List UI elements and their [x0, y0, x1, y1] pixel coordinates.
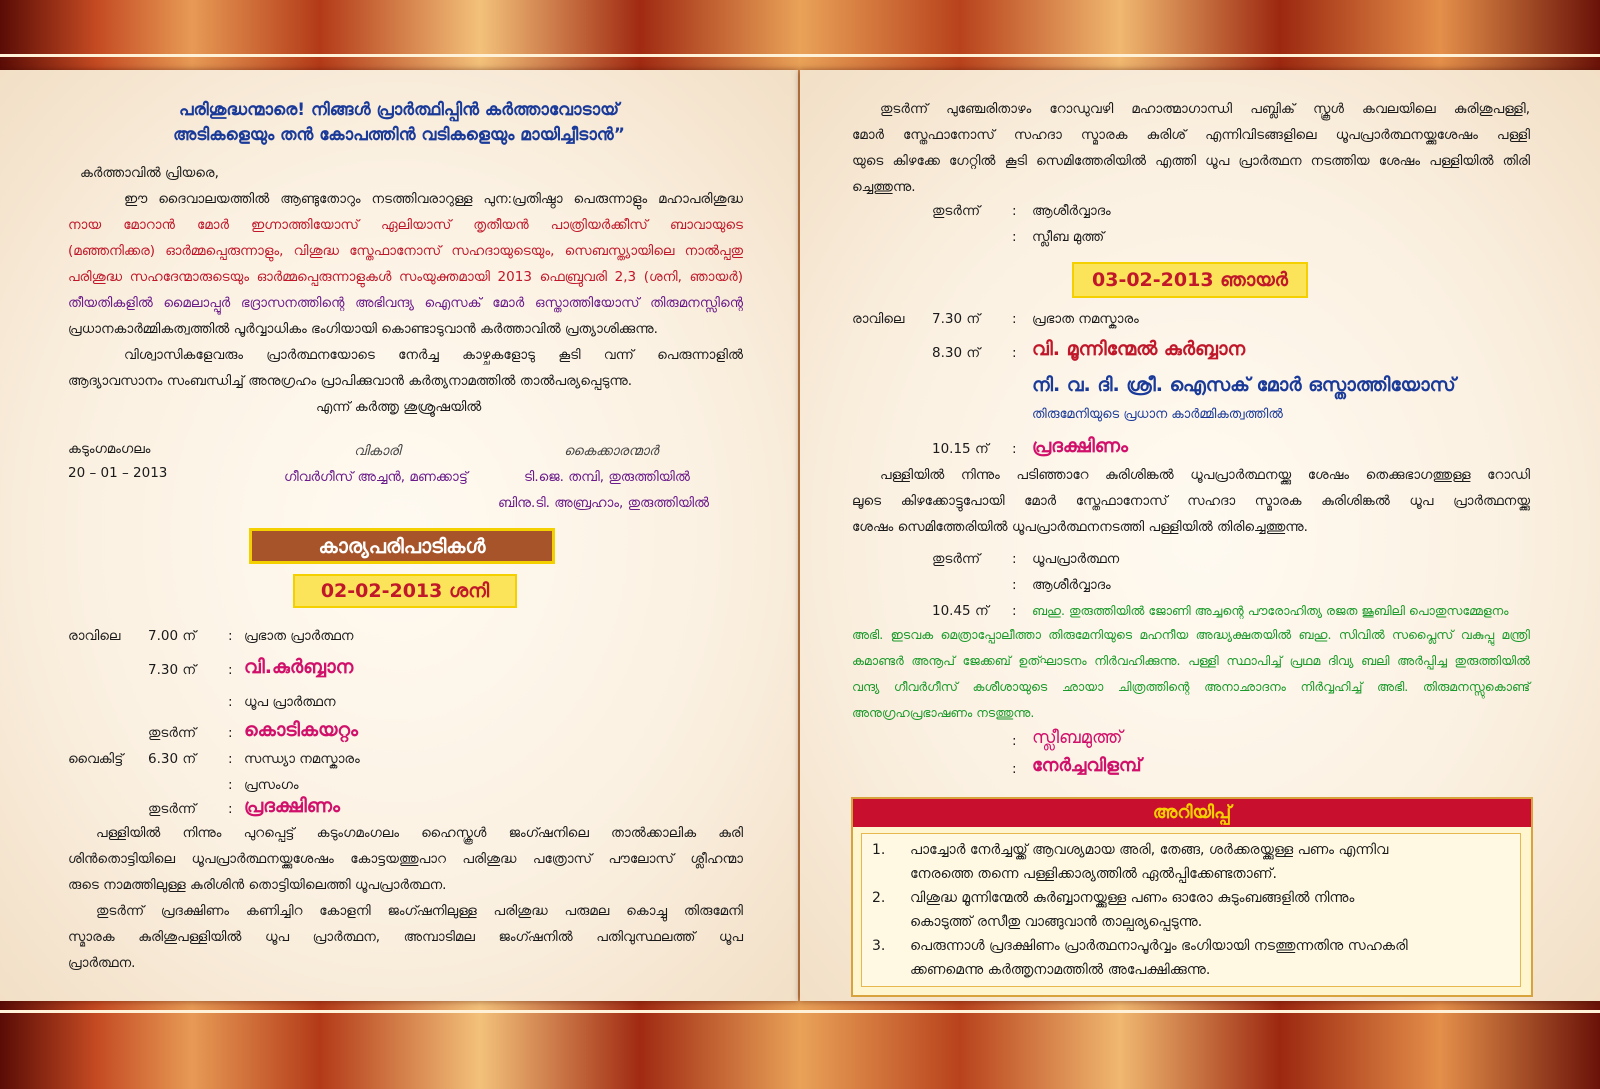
incense-prayer: ധൂപ പ്രാർത്ഥന: [244, 694, 336, 710]
time-630: 6.30 ന്: [148, 751, 197, 767]
colon: :: [1012, 733, 1017, 749]
trustee-1: ടി.ജെ. തമ്പി, തുരുത്തിയിൽ: [524, 469, 690, 485]
morning-label: രാവിലെ: [68, 628, 121, 644]
vicar-label: വികാരി: [354, 443, 401, 459]
colon: :: [228, 725, 233, 741]
r-para2-line-2: ലൂടെ കിഴക്കോട്ടുപോയി മോർ സ്തേഫാനോസ് സഹദാ സ്മാരക കുരിശിങ്കൽ ധൂപ പ്രാർത്ഥനയ്ക്കു: [852, 493, 1530, 509]
blessing: ആശീർവ്വാദം: [1032, 203, 1111, 219]
para2-line-2: ആദ്യാവസാനം സംബന്ധിച്ച് അനുഗ്രഹം പ്രാപിക്കുവാൻ കർത്യനാമത്തിൽ താൽപര്യപ്പെടുന്നു.: [68, 373, 633, 389]
colon: :: [1012, 577, 1017, 593]
letter-date: 20 – 01 – 2013: [68, 465, 168, 481]
quote: [0, 98, 798, 148]
notice-title: അറിയിപ്പ്: [853, 799, 1531, 827]
programme-title: കാര്യപരിപാടികൾ: [249, 528, 555, 564]
top-decorative-band: [0, 0, 1600, 68]
day2-date-box: [1072, 262, 1308, 298]
qurbana-on-three: വി. മൂന്നിന്മേൽ കുർബ്ബാന: [1032, 338, 1246, 360]
bottom-stripe: [0, 1010, 1600, 1013]
notice-number: 1.: [872, 842, 886, 858]
time-730: 7.30 ന്: [148, 662, 197, 678]
r-para1-line-2: മോർ സ്തേഫാനോസ് സഹദാ സ്മാരക കുരിശ് എന്നിവിടങ്ങളിലെ ധൂപപ്രാർത്ഥനയ്ക്കുശേഷം പള്ളി: [852, 127, 1530, 143]
morning-prayer: പ്രഭാത നമസ്കാരം: [1032, 311, 1139, 327]
jubilee-paragraph: [852, 622, 1530, 726]
day2-date: 03-02-2013 ഞായർ: [1074, 264, 1306, 296]
notice-list: [861, 833, 1521, 987]
bishop-name: നി. വ. ദി. ശ്രീ. ഐസക് മോർ ഒസ്താത്തിയോസ്: [1032, 374, 1456, 396]
para3-line-2: ശിൻതൊട്ടിയിലെ ധൂപപ്രാർത്ഥനയ്ക്കുശേഷം കോട്ടയത്തുപാറ പരിശുദ്ധ പത്രോസ് പൗലോസ് ശ്ലീഹന്മാ: [68, 851, 743, 867]
cross-kissing: സ്ലീബ മുത്ത്: [1032, 229, 1105, 245]
para4-line-1: തുടർന്ന് പ്രദക്ഷിണം കണിച്ചിറ കോളനി ജംഗ്ഷനിലുള്ള പരിശുദ്ധ പരുമല കൊച്ചു തിരുമേനി: [96, 903, 743, 919]
colon: :: [1012, 345, 1017, 361]
jubilee-line-4: വന്ദ്യ ഗീവർഗീസ് കശീശായുടെ ഛായാ ചിത്രത്തിന്റെ അനാഛാദനം നിർവ്വഹിച്ച് അഭി. തിരുമനസ്സുകൊണ്ട്: [852, 679, 1530, 694]
evening-prayer: സന്ധ്യാ നമസ്കാരം: [244, 751, 360, 767]
notice-text: പെരുന്നാൾ പ്രദക്ഷിണം പ്രാർത്ഥനാപൂർവ്വം ഭംഗിയായി നടത്തുന്നതിനു സഹകരി: [910, 938, 1408, 954]
blessing: ആശീർവ്വാദം: [1032, 577, 1111, 593]
offering-serving: നേർച്ചവിളമ്പ്: [1032, 755, 1142, 776]
colon: :: [228, 662, 233, 678]
quote-line-2: അടികളെയും തൻ കോപത്തിൻ വടികളെയും മായിച്ചീടാൻ”: [173, 125, 625, 145]
then-label: തുടർന്ന്: [932, 203, 981, 219]
colon: :: [1012, 441, 1017, 457]
then-label: തുടർന്ന്: [148, 725, 197, 741]
procession: പ്രദക്ഷിണം: [244, 795, 340, 817]
para3-line-3: രുടെ നാമത്തിലുള്ള കുരിശിൻ തൊട്ടിയിലെത്തി ധൂപപ്രാർത്ഥന.: [68, 877, 447, 893]
cross-kissing: സ്ലീബമുത്ത്: [1032, 727, 1123, 748]
colon: :: [1012, 229, 1017, 245]
notice-text: വിശുദ്ധ മൂന്നിന്മേൽ കുർബ്ബാനയ്ക്കുള്ള പണം ഓരോ കുടുംബങ്ങളിൽ നിന്നും: [910, 890, 1355, 906]
evening-label: വൈകിട്ട്: [68, 751, 124, 767]
jubilee-line-2: അഭി. ഇടവക മെത്രാപ്പോലീത്താ തിരുമേനിയുടെ മഹനീയ അദ്ധ്യക്ഷതയിൽ ബഹു. സിവിൽ സപ്ലൈസ് വകുപ്പു മന്ത്രി: [852, 627, 1530, 642]
morning-label: രാവിലെ: [852, 311, 905, 327]
closing: എന്ന് കർത്തൃ ശുശ്രൂഷയിൽ: [316, 399, 482, 415]
trustees-label: കൈക്കാരന്മാർ: [564, 443, 659, 459]
notice-text: കൊടുത്ത് രസീതു വാങ്ങുവാൻ താല്പര്യപ്പെടുന്നു.: [910, 914, 1203, 930]
intro-paragraph: [68, 186, 743, 394]
para4-line-3: പ്രാർത്ഥന.: [68, 955, 136, 971]
colon: :: [228, 751, 233, 767]
quote-line-1: പരിശുദ്ധന്മാരെ! നിങ്ങൾ പ്രാർത്ഥിപ്പിൻ കർത്താവോടായ്: [178, 100, 620, 120]
place: കടുംഗമംഗലം: [68, 441, 151, 457]
r-para1-line-3: യുടെ കിഴക്കേ ഗേറ്റിൽ കൂടി സെമിത്തേരിയിൽ എത്തി ധൂപ പ്രാർത്ഥന നടത്തിയ ശേഷം പള്ളിയിൽ തിരി: [852, 153, 1530, 169]
colon: :: [1012, 603, 1017, 619]
notice-item: [872, 934, 1512, 982]
flag-hoisting: കൊടികയറ്റം: [244, 719, 359, 741]
colon: :: [1012, 761, 1017, 777]
vicar-name: ഗീവർഗീസ് അച്ചൻ, മണക്കാട്ട്: [284, 469, 468, 485]
bishop-role: തിരുമേനിയുടെ പ്രധാന കാർമ്മികത്വത്തിൽ: [1032, 407, 1283, 422]
r-para2-line-1: പള്ളിയിൽ നിന്നും പടിഞ്ഞാറേ കുരിശിങ്കൽ ധൂപപ്രാർത്ഥനയ്ക്കു ശേഷം തെക്കുഭാഗത്തുള്ള റോഡി: [880, 467, 1530, 483]
colon: :: [1012, 203, 1017, 219]
holy-qurbana: വി.കുർബ്ബാന: [244, 656, 354, 678]
sermon: പ്രസംഗം: [244, 777, 299, 793]
procession: പ്രദക്ഷിണം: [1032, 435, 1128, 457]
route-paragraph: [852, 96, 1530, 200]
notice-box: [851, 797, 1533, 997]
then-label: തുടർന്ന്: [148, 801, 197, 817]
time-700: 7.00 ന്: [148, 628, 197, 644]
day1-date-box: [293, 574, 517, 608]
time-830: 8.30 ന്: [932, 345, 981, 361]
jubilee-line-3: കമാണ്ടർ അനൂപ് ജേക്കബ് ഉത്ഘാടനം നിർവഹിക്കുന്നു. പള്ളി സ്ഥാപിച്ച് പ്രഥമ ദിവ്യ ബലി അർപ്പിച്ച തുരുത്തിയിൽ: [852, 653, 1530, 668]
time-1015: 10.15 ന്: [932, 441, 989, 457]
colon: :: [228, 777, 233, 793]
trustee-2: ബിനു.ടി. അബ്രഹാം, തുരുത്തിയിൽ: [498, 495, 710, 511]
procession-route-1: [68, 820, 743, 976]
time-730: 7.30 ന്: [932, 311, 981, 327]
jubilee-line-1: ബഹു. തുരുത്തിയിൽ ജോണി അച്ചന്റെ പൗരോഹിത്യ രജത ജൂബിലി പൊതുസമ്മേളനം: [1032, 603, 1509, 618]
colon: :: [228, 694, 233, 710]
r-para1-line-1: തുടർന്ന് പുഞ്ചേരിതാഴം റോഡുവഴി മഹാത്മാഗാന്ധി പബ്ലിക് സ്കൂൾ കവലയിലെ കുരിശുപള്ളി,: [880, 101, 1530, 117]
colon: :: [1012, 311, 1017, 327]
procession-route-2: [852, 462, 1530, 540]
colon: :: [228, 801, 233, 817]
left-page: [0, 70, 798, 1001]
greeting: കർത്താവിൽ പ്രിയരെ,: [80, 165, 219, 181]
para1-line-1: ഈ ദൈവാലയത്തിൽ ആണ്ടുതോറും നടത്തിവരാറുള്ള പുന:പ്രതിഷ്ഠാ പെരുന്നാളും മഹാപരിശുദ്ധ: [124, 191, 743, 207]
notice-item: [872, 886, 1512, 934]
para1-line-3: (മഞ്ഞനിക്കര) ഓർമ്മപ്പെരുന്നാളും, വിശുദ്ധ സ്തേഫാനോസ് സഹദായുടെയും, സെബസ്ത്യായിലെ നാൽപ്പതു: [68, 243, 743, 259]
notice-number: 3.: [872, 938, 886, 954]
para1-line-6: പ്രധാനകാർമ്മികത്വത്തിൽ പൂർവ്വാധികം ഭംഗിയായി കൊണ്ടാടുവാൻ കർത്താവിൽ പ്രത്യാശിക്കുന്നു.: [68, 321, 658, 337]
r-para2-line-3: ശേഷം സെമിത്തേരിയിൽ ധൂപപ്രാർത്ഥനനടത്തി പള്ളിയിൽ തിരിച്ചെത്തുന്നു.: [852, 519, 1308, 535]
para1-line-2: നായ മോറാൻ മോർ ഇഗ്നാത്തിയോസ് ഏലിയാസ് തൃതീയൻ പാത്രിയർക്കീസ് ബാവായുടെ: [68, 217, 743, 233]
notice-item: [872, 838, 1512, 886]
top-stripe: [0, 54, 1600, 57]
day1-date: 02-02-2013 ശനി: [295, 576, 515, 606]
morning-prayer: പ്രഭാത പ്രാർത്ഥന: [244, 628, 354, 644]
notice-text: ക്കണമെന്നു കർത്തൃനാമത്തിൽ അപേക്ഷിക്കുന്നു.: [910, 962, 1211, 978]
colon: :: [1012, 551, 1017, 567]
notice-text: പാച്ചോർ നേർച്ചയ്ക്ക് ആവശ്യമായ അരി, തേങ്ങ, ശർക്കരയ്ക്കുള്ള പണം എന്നിവ: [910, 842, 1389, 858]
notice-text: നേരത്തെ തന്നെ പള്ളിക്കാര്യത്തിൽ ഏൽപ്പിക്കേണ്ടതാണ്.: [910, 866, 1277, 882]
time-1045: 10.45 ന്: [932, 603, 989, 619]
notice-number: 2.: [872, 890, 886, 906]
then-label: തുടർന്ന്: [932, 551, 981, 567]
r-para1-line-4: ച്ചെത്തുന്നു.: [852, 179, 916, 195]
para1-line-5: തീയതികളിൽ മൈലാപ്പൂർ ഭദ്രാസനത്തിന്റെ അഭിവന്ദ്യ ഐസക് മോർ ഒസ്താത്തിയോസ് തിരുമനസ്സിന്റെ: [68, 295, 743, 311]
colon: :: [228, 628, 233, 644]
para3-line-1: പള്ളിയിൽ നിന്നും പുറപ്പെട്ട് കടുംഗമംഗലം ഹൈസ്കൂൾ ജംഗ്ഷനിലെ താൽക്കാലിക കുരി: [96, 825, 743, 841]
para4-line-2: സ്മാരക കുരിശുപള്ളിയിൽ ധൂപ പ്രാർത്ഥന, അമ്പാടിമല ജംഗ്ഷനിൽ പതിവുസ്ഥലത്ത് ധൂപ: [68, 929, 743, 945]
para1-line-4: പരിശുദ്ധ സഹദേന്മാരുടെയും ഓർമ്മപ്പെരുന്നാളുകൾ സംയുക്തമായി 2013 ഫെബ്രുവരി 2,3 (ശനി, ഞായർ): [68, 269, 743, 285]
jubilee-line-5: അനുഗ്രഹപ്രഭാഷണം നടത്തുന്നു.: [852, 705, 1035, 720]
incense-prayer: ധൂപപ്രാർത്ഥന: [1032, 551, 1120, 567]
para2-line-1: വിശ്വാസികളേവരും പ്രാർത്ഥനയോടെ നേർച്ച കാഴ്ചകളോടു കൂടി വന്ന് പെരുന്നാളിൽ: [124, 347, 743, 363]
